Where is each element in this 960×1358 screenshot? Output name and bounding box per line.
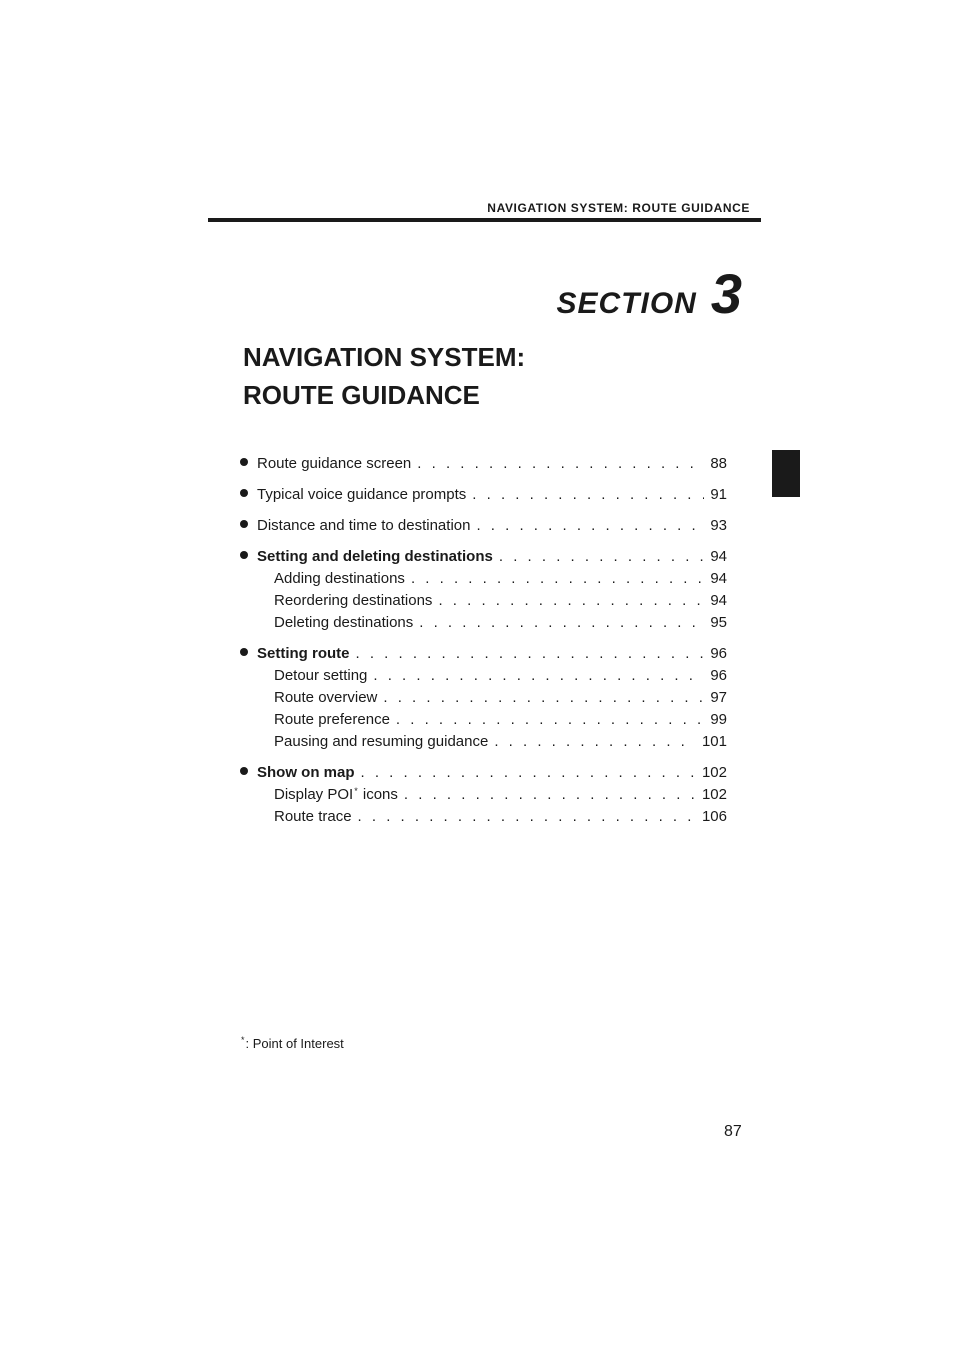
toc-entry-page: 94 xyxy=(710,548,727,565)
toc-entry[interactable] xyxy=(240,731,727,753)
toc-entry[interactable] xyxy=(240,762,727,784)
toc-entry-label: Route overview xyxy=(274,689,378,706)
toc-entry[interactable] xyxy=(240,515,727,537)
dot-leader xyxy=(494,731,696,753)
toc-entry-page: 97 xyxy=(710,689,727,706)
toc-entry-label: Typical voice guidance prompts xyxy=(257,486,467,503)
toc-entry-page: 99 xyxy=(710,711,727,728)
toc-entry-page: 102 xyxy=(701,764,727,781)
toc-entry-page: 96 xyxy=(710,645,727,662)
dot-leader xyxy=(499,546,704,568)
toc-entry[interactable] xyxy=(240,806,727,828)
toc-entry-label: Route trace xyxy=(274,808,352,825)
chapter-title-line-2: ROUTE GUIDANCE xyxy=(243,380,480,410)
toc-entry[interactable] xyxy=(240,687,727,709)
toc-entry-page: 93 xyxy=(710,517,727,534)
toc-entry-label: Display POI* icons xyxy=(274,786,398,803)
toc-entry-label: Route preference xyxy=(274,711,390,728)
table-of-contents xyxy=(240,453,727,828)
bullet-icon xyxy=(240,648,248,656)
bullet-icon xyxy=(240,458,248,466)
dot-leader xyxy=(373,665,704,687)
bullet-icon xyxy=(240,520,248,528)
toc-entry-page: 95 xyxy=(710,614,727,631)
page-number: 87 xyxy=(724,1123,742,1140)
toc-entry[interactable] xyxy=(240,612,727,634)
toc-entry-page: 94 xyxy=(710,570,727,587)
dot-leader xyxy=(417,453,704,475)
toc-entry-label: Setting and deleting destinations xyxy=(257,548,493,565)
toc-entry-page: 88 xyxy=(710,455,727,472)
toc-entry-label: Setting route xyxy=(257,645,350,662)
toc-entry[interactable] xyxy=(240,709,727,731)
toc-entry[interactable] xyxy=(240,590,727,612)
chapter-title-line-1: NAVIGATION SYSTEM: xyxy=(243,342,526,372)
chapter-title xyxy=(243,338,525,414)
toc-entry-label: Reordering destinations xyxy=(274,592,433,609)
section-tab-marker xyxy=(772,450,800,497)
toc-entry-label: Pausing and resuming guidance xyxy=(274,733,489,750)
footnote xyxy=(240,1036,344,1051)
toc-entry-page: 106 xyxy=(701,808,727,825)
header-rule xyxy=(208,218,761,222)
dot-leader xyxy=(356,643,705,665)
running-header: NAVIGATION SYSTEM: ROUTE GUIDANCE xyxy=(487,201,750,215)
toc-entry[interactable] xyxy=(240,568,727,590)
dot-leader xyxy=(358,806,696,828)
dot-leader xyxy=(404,784,696,806)
toc-entry[interactable] xyxy=(240,643,727,665)
dot-leader xyxy=(476,515,704,537)
footnote-text: : Point of Interest xyxy=(245,1036,344,1051)
dot-leader xyxy=(396,709,704,731)
toc-entry-label: Adding destinations xyxy=(274,570,405,587)
toc-entry-label: Show on map xyxy=(257,764,355,781)
toc-entry-page: 101 xyxy=(701,733,727,750)
toc-entry-page: 96 xyxy=(710,667,727,684)
bullet-icon xyxy=(240,767,248,775)
dot-leader xyxy=(361,762,696,784)
bullet-icon xyxy=(240,551,248,559)
dot-leader xyxy=(472,484,704,506)
toc-entry[interactable] xyxy=(240,665,727,687)
footnote-mark: * xyxy=(241,1035,245,1045)
toc-entry-page: 91 xyxy=(710,486,727,503)
toc-entry[interactable] xyxy=(240,484,727,506)
dot-leader xyxy=(383,687,704,709)
toc-entry-label: Distance and time to destination xyxy=(257,517,471,534)
section-number: 3 xyxy=(710,262,742,325)
toc-entry[interactable] xyxy=(240,546,727,568)
section-word: SECTION xyxy=(556,287,697,320)
section-label xyxy=(556,262,742,325)
dot-leader xyxy=(438,590,704,612)
toc-entry-page: 94 xyxy=(710,592,727,609)
toc-entry-label: Route guidance screen xyxy=(257,455,412,472)
toc-entry-page: 102 xyxy=(701,786,727,803)
dot-leader xyxy=(419,612,704,634)
toc-entry[interactable] xyxy=(240,453,727,475)
bullet-icon xyxy=(240,489,248,497)
toc-entry-label: Deleting destinations xyxy=(274,614,414,631)
dot-leader xyxy=(411,568,704,590)
toc-entry-label: Detour setting xyxy=(274,667,368,684)
toc-entry[interactable] xyxy=(240,784,727,806)
